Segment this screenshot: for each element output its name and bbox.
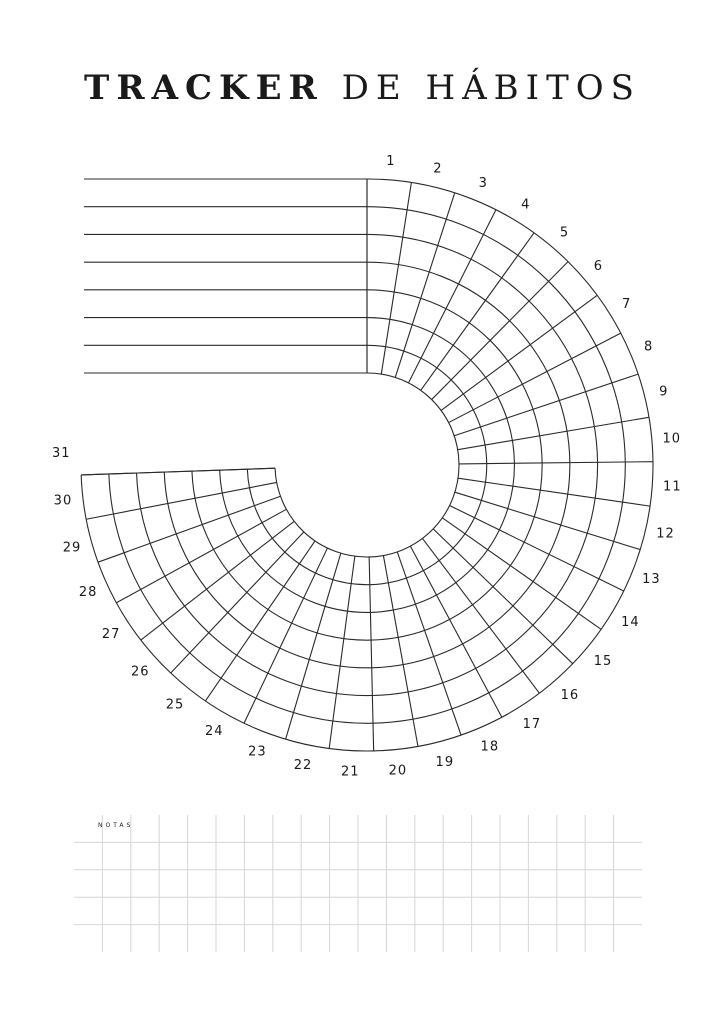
day-label: 26 bbox=[131, 664, 150, 680]
day-label: 2 bbox=[433, 161, 443, 177]
day-label: 6 bbox=[593, 258, 604, 274]
day-label: 20 bbox=[388, 763, 408, 779]
day-label: 27 bbox=[101, 626, 121, 642]
day-label: 8 bbox=[644, 339, 654, 355]
day-label: 22 bbox=[293, 758, 313, 774]
day-label: 17 bbox=[522, 716, 542, 732]
day-label: 31 bbox=[52, 445, 71, 461]
day-label: 11 bbox=[663, 479, 682, 495]
day-label: 3 bbox=[478, 175, 488, 191]
notes-label: NOTAS bbox=[98, 822, 134, 829]
day-label: 23 bbox=[248, 744, 267, 760]
day-label: 18 bbox=[480, 739, 500, 755]
day-label: 15 bbox=[593, 653, 613, 669]
day-label: 4 bbox=[521, 197, 531, 213]
title-part-de-habitos: DE HÁBITOS bbox=[341, 68, 641, 108]
day-label: 7 bbox=[622, 297, 632, 313]
day-label: 5 bbox=[559, 225, 570, 241]
day-label: 10 bbox=[662, 431, 682, 447]
day-label: 19 bbox=[435, 754, 455, 770]
title-part-tracker: TRACKER bbox=[84, 68, 324, 108]
day-label: 9 bbox=[659, 384, 669, 400]
day-label: 12 bbox=[656, 526, 675, 542]
day-label: 14 bbox=[621, 614, 640, 630]
day-label: 25 bbox=[165, 697, 185, 713]
day-label: 28 bbox=[78, 585, 98, 601]
day-label: 24 bbox=[205, 724, 224, 740]
day-label: 1 bbox=[386, 153, 396, 169]
day-label: 21 bbox=[341, 764, 360, 780]
day-label: 29 bbox=[62, 540, 82, 556]
day-label: 16 bbox=[560, 688, 580, 704]
day-label: 30 bbox=[53, 493, 73, 509]
day-label: 13 bbox=[642, 571, 661, 587]
